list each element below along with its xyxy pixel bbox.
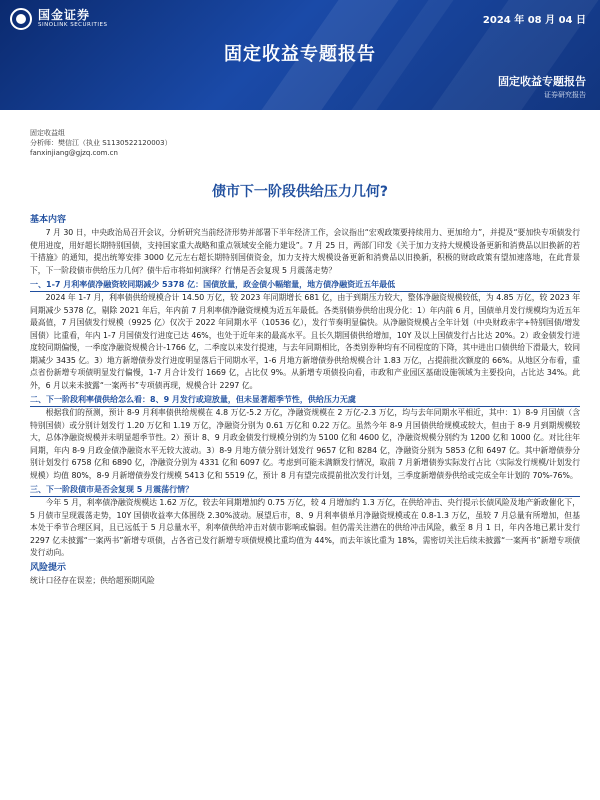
report-date: 2024 年 08 月 04 日 — [482, 15, 586, 26]
risk-heading: 风险提示 — [30, 562, 67, 573]
research-report-label: 证券研究报告 — [544, 91, 586, 99]
logo-en-text: SINOLINK SECURITIES — [38, 22, 108, 28]
report-type-title: 固定收益专题报告 — [224, 44, 376, 65]
company-logo — [10, 8, 107, 30]
intro-paragraph: 7 月 30 日，中央政治局召开会议，分析研究当前经济形势并部署下半年经济工作，会议指出“宏观政策要持续用力、更加给力”，并提及“要加快专项债发行使用进度，用好超长期特别国债，支持国家重大战略和重点领域安全能力建设”。7 月 25 日，两部门印发《关于加力支持大规模设备更新和消费品以旧换新的若干措施》的通知，提出统筹安排 3000 亿元左右超长期特别国债资金，加力支持大规模设备更新和消费品以旧换新，积极的财政政策有望加速落地，在此背景下，下一阶段债市供给压力几何？债牛后市将如何演绎？行情是否会复现 5 月震荡走势？ — [30, 228, 580, 275]
report-banner — [0, 0, 600, 110]
logo-circle-icon — [10, 8, 32, 30]
section-1-heading: 一、1-7 月利率债净融资较同期减少 5378 亿：国债放量，政金债小幅缩量，地方债净融资近五年最低 — [30, 278, 580, 292]
risk-text: 统计口径存在误差；供给超预期风险 — [30, 575, 155, 585]
author-analyst: 分析师：樊信江（执业 S1130522120003） — [30, 139, 172, 147]
section-3-body: 今年 5 月，利率债净融资规模达 1.62 万亿，较去年同期增加约 0.75 万亿，较 4 月增加约 1.3 万亿，在供给冲击、央行提示长债风险及地产新政催化下，5 月债市呈现震荡走势，10Y 国债收益率大体围绕 2.30%波动。展望后市，8、9 月利率债单月净融资规模或在 0.8-1.3 万亿，虽较 7 月总量有所增加，但基本处于季节合理区间，且已远低于 5 月总量水平，利率债供给冲击对债市影响或偏弱。但仍需关注潜在的供给冲击风险，截至 8 月 1 日，年内各地已累计发行 2297 亿未披露“一案两书”新增专项债，占各省已发行新增专项债规模比重均值为 44%，而去年该比重为 18%，需密切关注后续未披露“一案两书”新增专项债发行动向。 — [30, 498, 580, 557]
section-2-body: 根据我们的预测，预计 8-9 月利率债供给规模在 4.8 万亿-5.2 万亿，净融资规模在 2 万亿-2.3 万亿，均与去年同期水平相近，其中：1）8-9 月国债（含特别国债）或分别计划发行 1.20 万亿和 1.19 万亿，净融资分别为 0.61 万亿和 0.22 万亿。虽然今年 8-9 月国债供给规模或较大，但由于 8-9 月到期规模较大，总体净融资规模并未明显超季节性。2）预计 8、9 月政金债发行规模分别约为 5100 亿和 4600 亿，净融资规模分别约为 1200 亿和 1000 亿。对比往年同期，年内 8-9 月政金债净融资水平无较大波动。3）8-9 月地方债分别计划发行 9657 亿和 8284 亿，净融资分别为 5853 亿和 6497 亿。其中新增债券分别计划发行 6758 亿和 6890 亿，净融资分别为 4331 亿和 6097 亿。考虑到可能未满额发行情况，取前 7 月新增债券实际发行占比（实际发行规模/计划发行规模）均值 80%，8-9 月新增债券发行规模 5413 亿和 5519 亿，预计 8 月有望完成提前批次发行计划，三季度新增债券供给或完成全年计划的 70%-76%。 — [30, 408, 580, 480]
section-2-heading: 二、下一阶段利率债供给怎么看：8、9 月发行或迎放量，但未显著超季节性，供给压力无虞 — [30, 393, 580, 407]
author-email: fanxinjiang@gjzq.com.cn — [30, 149, 118, 157]
report-type-label: 固定收益专题报告 — [498, 75, 586, 88]
author-group: 固定收益组 — [30, 129, 65, 137]
section-3-heading: 三、下一阶段债市是否会复现 5 月震荡行情？ — [30, 483, 580, 497]
document-title: 债市下一阶段供给压力几何? — [211, 184, 389, 200]
logo-cn-text: 国金证券 — [38, 8, 91, 22]
report-body — [30, 213, 580, 587]
author-block — [30, 128, 172, 158]
basic-heading: 基本内容 — [30, 215, 67, 225]
section-1-body: 2024 年 1-7 月，利率债供给规模合计 14.50 万亿，较 2023 年同期增长 681 亿，由于到期压力较大，整体净融资规模较低，为 4.85 万亿，较 2023 年同期减少 5378 亿，剔除 2021 年后，年内前 7 月利率债净融资规模为近五年最低。各类别债券供给出现分化：1）年内前 6 月，国债单月发行规模均为近五年最高值，7 月国债发行规模（9925 亿）仅次于 2022 年同期水平（10536 亿），发行节奏明显偏快。从净融资规模占全年计划（中央财政赤字+特别国债/增发国债）比重看，年内 1-7 月国债发行进度已达 46%，也处于近年来的最高水平。且长久期国债供给增加，10Y 及以上国债发行占比达 20%。2）政金债发行进度较同期偏慢，一季度净融资规模合计-1766 亿，二季度以来发行提速，与去年同期相比，各类别券种均有不同程度的下降，其中进出口债供给下滑最大，较同期减少 3435 亿。3）地方新增债券发行进度明显落后于同期水平，1-6 月地方新增债券供给规模合计 1.83 万亿，占提前批次额度的 66%。从地区分布看，重点省份新增专项债明显发行偏慢，1-7 月合计发行 1669 亿，占比仅 9%。从新增专项债投向看，市政和产业园区基础设施领域为主要投向，占比达 34%。此外，6 月以来未披露“一案两书”专项债再现，规模合计 2297 亿。 — [30, 293, 580, 390]
